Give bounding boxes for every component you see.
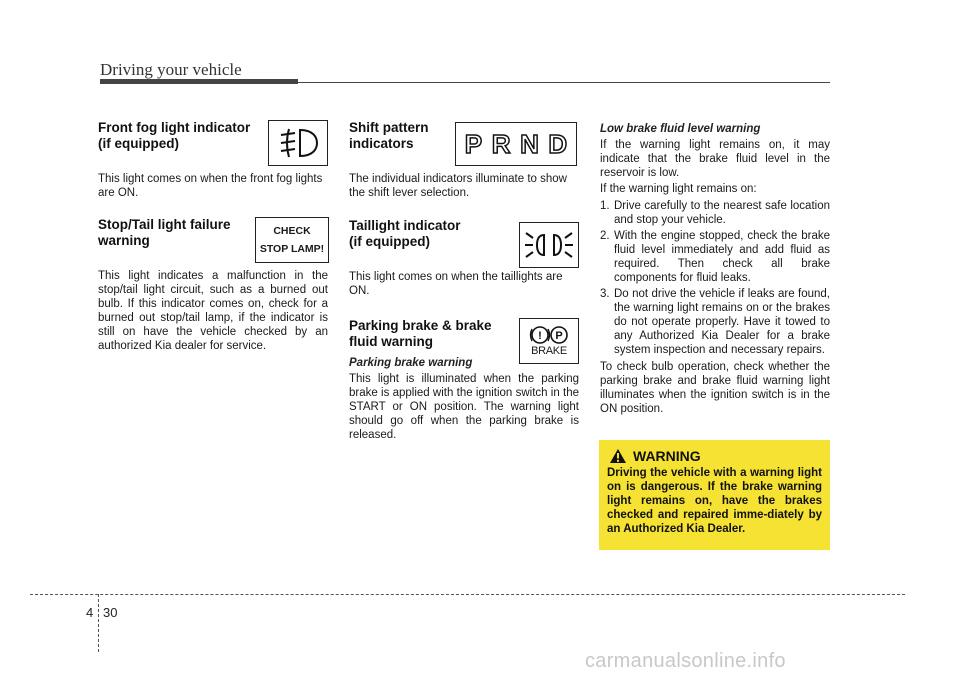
front-fog-heading: Front fog light indicator (if equipped) xyxy=(98,120,251,151)
column-right xyxy=(600,120,830,416)
low-fluid-lead: If the warning light remains on: xyxy=(600,183,757,195)
list-item: 2. With the engine stopped, check the brake fluid level immediately and add fluid as required. Then check all brake components for fluid leaks. xyxy=(600,230,830,284)
page-header-title: Driving your vehicle xyxy=(100,60,242,79)
gear-d-letter: D xyxy=(548,128,568,159)
stop-tail-body: This light indicates a malfunction in the stop/tail light circuit, such as a burned out bulb. If this indicator comes on, check for a burned out stop/tail lamp, if the indicator is still on have the vehicle checked by an authorized Kia dealer for service. xyxy=(98,270,328,352)
header-rule-thin xyxy=(298,82,830,83)
gear-p-letter: P xyxy=(464,128,483,159)
check-stop-lamp-icon: CHECK STOP LAMP! xyxy=(255,217,329,263)
section-front-fog xyxy=(98,120,328,200)
low-fluid-steps xyxy=(600,199,830,357)
section-shift-pattern xyxy=(349,120,579,202)
shift-pattern-icon xyxy=(455,122,577,166)
section-stop-tail xyxy=(98,217,328,353)
taillight-heading: Taillight indicator (if equipped) xyxy=(349,218,461,249)
watermark: carmanualsonline.info xyxy=(585,650,786,672)
footer-vertical-divider xyxy=(98,594,99,652)
shift-pattern-body: The individual indicators illuminate to show the shift lever selection. xyxy=(349,173,567,199)
svg-text:P: P xyxy=(555,330,563,342)
list-item: 3. Do not drive the vehicle if leaks are found, the warning light remains on or the brakes do not operate properly. Have it towed to any Authorized Kia Dealer for a brake system inspection and necessary repairs. xyxy=(600,288,830,356)
footer-divider xyxy=(30,594,905,595)
low-fluid-closing: To check bulb operation, check whether the parking brake and brake fluid warning light illuminates when the ignition switch is in the ON position. xyxy=(600,361,830,415)
chapter-number: 4 xyxy=(86,605,94,620)
front-fog-light-icon xyxy=(268,120,328,166)
parking-brake-body: This light is illuminated when the parking brake is applied with the ignition switch in the START or ON position. The warning light should go off when the parking brake is released. xyxy=(349,373,579,441)
column-middle xyxy=(349,120,579,442)
taillight-icon xyxy=(519,222,579,268)
front-fog-body: This light comes on when the front fog lights are ON. xyxy=(98,173,323,199)
taillight-body: This light comes on when the taillights are ON. xyxy=(349,271,563,297)
column-left xyxy=(98,120,328,353)
brake-icon-text: BRAKE xyxy=(531,345,567,357)
low-fluid-subheading: Low brake fluid level warning xyxy=(600,123,761,135)
svg-text:!: ! xyxy=(538,330,542,342)
gear-n-letter: N xyxy=(520,128,539,159)
low-fluid-intro: If the warning light remains on, it may indicate that the brake fluid level in the reservoir is low. xyxy=(600,139,830,179)
brake-warning-icon xyxy=(519,318,579,364)
parking-brake-heading: Parking brake & brake fluid warning xyxy=(349,318,492,349)
warning-text: Driving the vehicle with a warning light on is dangerous. If the brake warning light remains on, have the brakes checked and repaired imme-diately by an Authorized Kia Dealer. xyxy=(607,467,822,535)
section-parking-brake xyxy=(349,318,579,442)
header-rule-thick xyxy=(100,79,298,84)
stop-tail-heading: Stop/Tail light failure warning xyxy=(98,217,231,248)
warning-header xyxy=(609,448,822,464)
gear-r-letter: R xyxy=(491,128,511,159)
warning-title: WARNING xyxy=(633,448,701,464)
warning-box xyxy=(599,440,830,550)
list-item: 1. Drive carefully to the nearest safe location and stop your vehicle. xyxy=(600,200,830,226)
section-taillight xyxy=(349,218,579,296)
shift-pattern-heading: Shift pattern indicators xyxy=(349,120,429,151)
page-number: 30 xyxy=(103,605,118,620)
warning-triangle-icon xyxy=(609,448,627,464)
parking-brake-subheading: Parking brake warning xyxy=(349,357,473,369)
